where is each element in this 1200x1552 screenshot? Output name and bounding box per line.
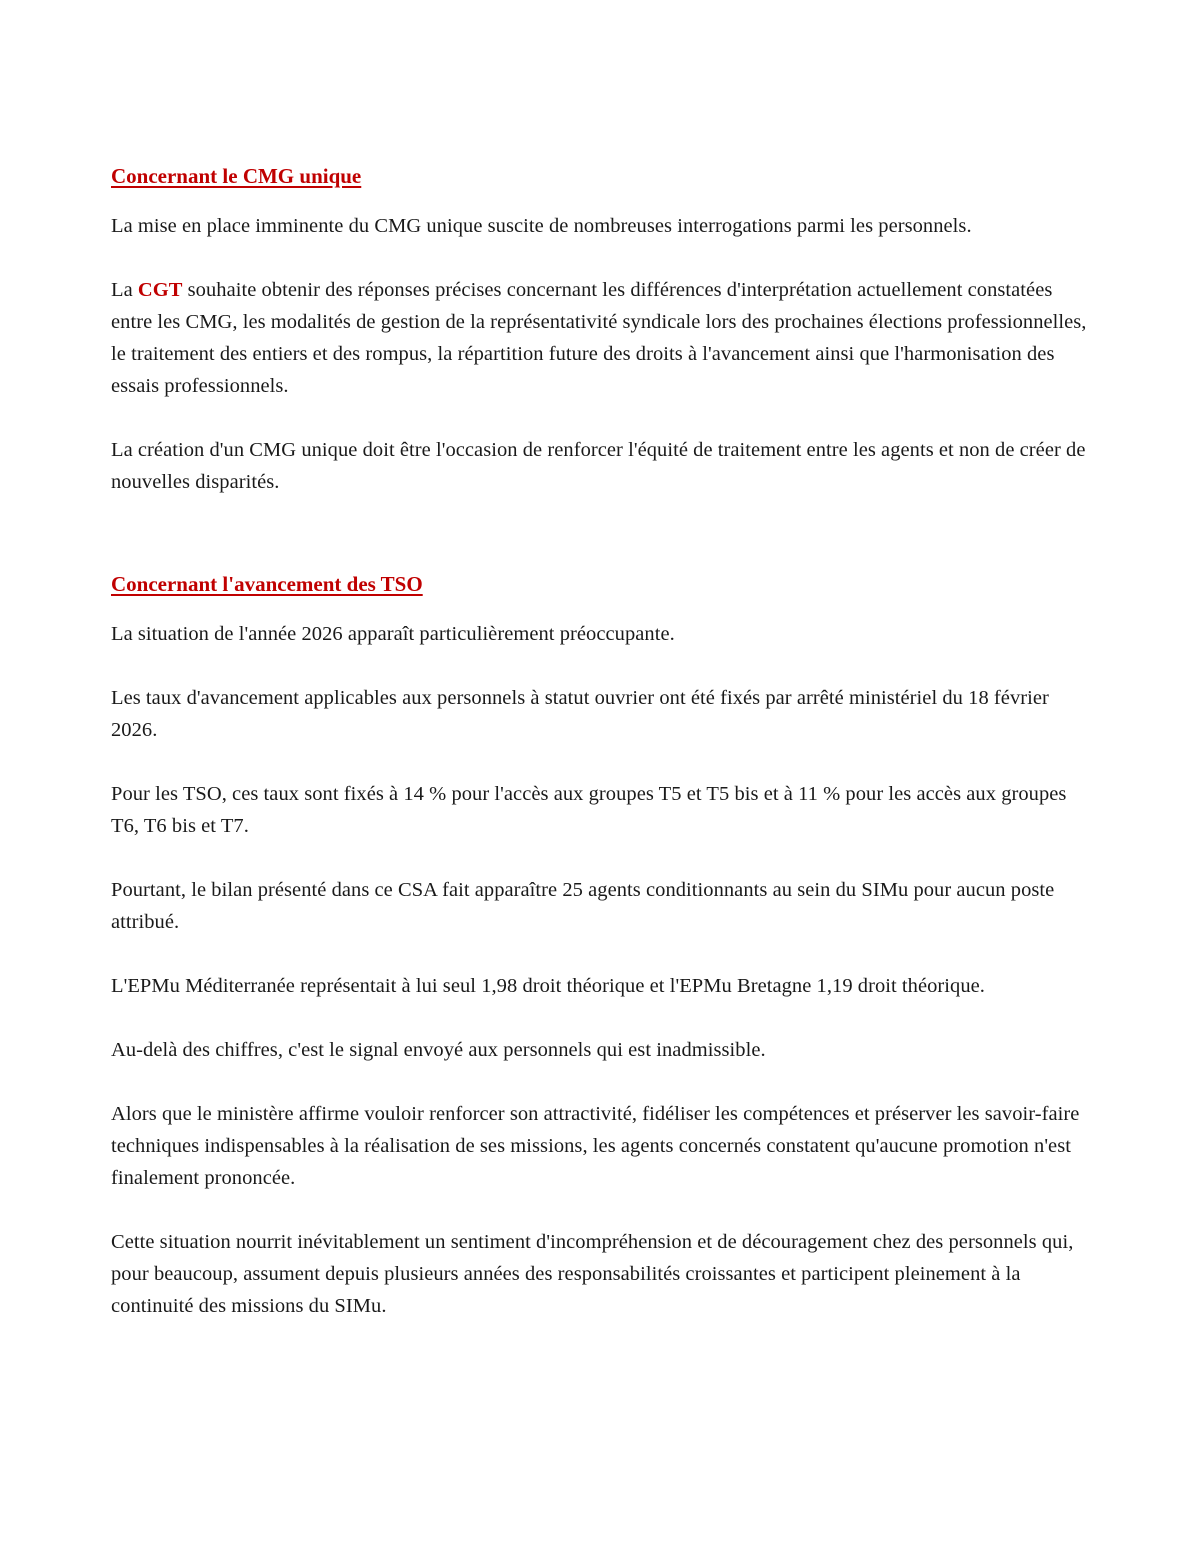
document-page <box>111 160 1091 1322</box>
section-heading-tso: Concernant l'avancement des TSO <box>111 572 423 596</box>
paragraph: L'EPMu Méditerranée représentait à lui seul 1,98 droit théorique et l'EPMu Bretagne 1,19 droit théorique. <box>111 975 985 997</box>
paragraph-text: souhaite obtenir des réponses précises concernant les différences d'interprétation actuellement constatées entre les CMG, les modalités de gestion de la représentativité syndicale lors des prochaines élections professionnelles, le traitement des entiers et des rompus, la répartition future des droits à l'avancement ainsi que l'harmonisation des essais professionnels. <box>111 279 1087 397</box>
paragraph: La création d'un CMG unique doit être l'occasion de renforcer l'équité de traitement entre les agents et non de créer de nouvelles disparités. <box>111 439 1086 493</box>
paragraph-text: La <box>111 279 138 301</box>
paragraph: Les taux d'avancement applicables aux personnels à statut ouvrier ont été fixés par arrêté ministériel du 18 février 2026. <box>111 687 1049 741</box>
paragraph: Pour les TSO, ces taux sont fixés à 14 % pour l'accès aux groupes T5 et T5 bis et à 11 % pour les accès aux groupes T6, T6 bis et T7. <box>111 783 1067 837</box>
paragraph: La mise en place imminente du CMG unique suscite de nombreuses interrogations parmi les personnels. <box>111 215 972 237</box>
paragraph <box>111 274 1091 402</box>
paragraph: Au-delà des chiffres, c'est le signal envoyé aux personnels qui est inadmissible. <box>111 1039 766 1061</box>
section-heading-cmg: Concernant le CMG unique <box>111 164 362 188</box>
paragraph: La situation de l'année 2026 apparaît particulièrement préoccupante. <box>111 623 675 645</box>
cgt-highlight: CGT <box>137 279 183 301</box>
paragraph: Pourtant, le bilan présenté dans ce CSA fait apparaître 25 agents conditionnants au sein du SIMu pour aucun poste attribué. <box>111 879 1055 933</box>
paragraph: Cette situation nourrit inévitablement un sentiment d'incompréhension et de découragement chez des personnels qui, pour beaucoup, assument depuis plusieurs années des responsabilités croissantes et participent pleinement à la continuité des missions du SIMu. <box>111 1231 1074 1317</box>
paragraph: Alors que le ministère affirme vouloir renforcer son attractivité, fidéliser les compétences et préserver les savoir-faire techniques indispensables à la réalisation de ses missions, les agents concernés constatent qu'aucune promotion n'est finalement prononcée. <box>111 1103 1080 1189</box>
